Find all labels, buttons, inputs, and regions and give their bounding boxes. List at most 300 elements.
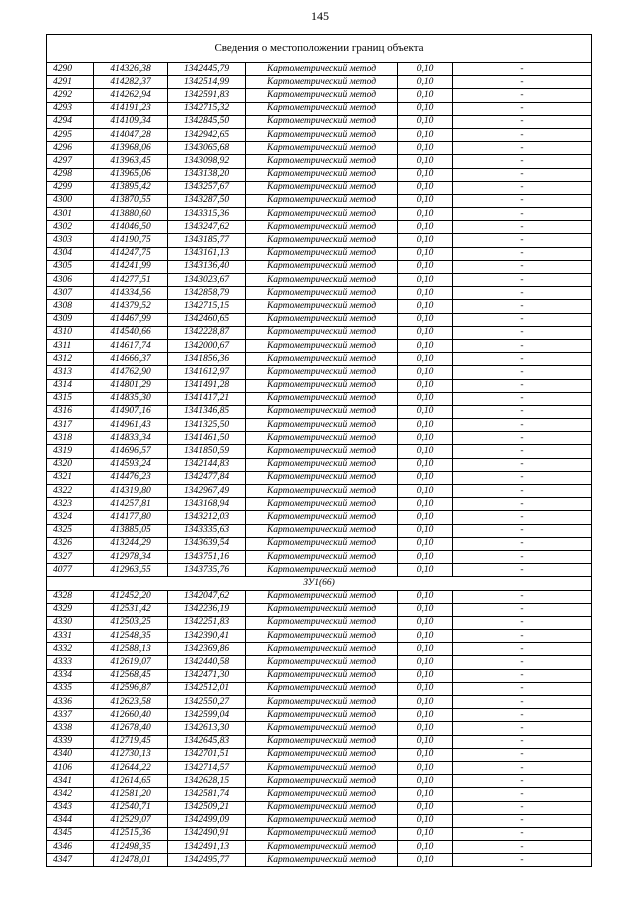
method-cell: Картометрический метод xyxy=(246,313,398,326)
description-cell: - xyxy=(453,142,592,155)
table-row xyxy=(47,485,592,498)
description-cell: - xyxy=(453,234,592,247)
coordinate-x: 414593,24 xyxy=(94,458,168,471)
coordinate-x: 412540,71 xyxy=(94,801,168,814)
point-number: 4325 xyxy=(47,524,94,537)
table-row xyxy=(47,194,592,207)
coordinate-y: 1342369,86 xyxy=(168,643,246,656)
description-cell: - xyxy=(453,511,592,524)
table-row xyxy=(47,445,592,458)
method-cell: Картометрический метод xyxy=(246,419,398,432)
table-row xyxy=(47,748,592,761)
method-cell: Картометрический метод xyxy=(246,208,398,221)
accuracy-cell: 0,10 xyxy=(398,682,453,695)
point-number: 4330 xyxy=(47,616,94,629)
method-cell: Картометрический метод xyxy=(246,458,398,471)
coordinate-y: 1341856,36 xyxy=(168,353,246,366)
coordinate-y: 1342599,04 xyxy=(168,709,246,722)
point-number: 4315 xyxy=(47,392,94,405)
description-cell: - xyxy=(453,827,592,840)
description-cell: - xyxy=(453,392,592,405)
coordinate-x: 413880,60 xyxy=(94,208,168,221)
accuracy-cell: 0,10 xyxy=(398,696,453,709)
point-number: 4304 xyxy=(47,247,94,260)
description-cell: - xyxy=(453,155,592,168)
accuracy-cell: 0,10 xyxy=(398,827,453,840)
coordinate-x: 412531,42 xyxy=(94,603,168,616)
accuracy-cell: 0,10 xyxy=(398,709,453,722)
method-cell: Картометрический метод xyxy=(246,761,398,774)
accuracy-cell: 0,10 xyxy=(398,339,453,352)
description-cell: - xyxy=(453,603,592,616)
method-cell: Картометрический метод xyxy=(246,260,398,273)
description-cell: - xyxy=(453,485,592,498)
table-row xyxy=(47,339,592,352)
description-cell: - xyxy=(453,326,592,339)
accuracy-cell: 0,10 xyxy=(398,788,453,801)
coordinate-y: 1342514,99 xyxy=(168,76,246,89)
method-cell: Картометрический метод xyxy=(246,405,398,418)
accuracy-cell: 0,10 xyxy=(398,392,453,405)
method-cell: Картометрический метод xyxy=(246,76,398,89)
accuracy-cell: 0,10 xyxy=(398,234,453,247)
table-row xyxy=(47,300,592,313)
table-row xyxy=(47,537,592,550)
coordinate-x: 413963,45 xyxy=(94,155,168,168)
coordinate-x: 414262,94 xyxy=(94,89,168,102)
coordinate-x: 412581,20 xyxy=(94,788,168,801)
coordinate-y: 1343287,50 xyxy=(168,194,246,207)
coordinate-x: 414540,66 xyxy=(94,326,168,339)
accuracy-cell: 0,10 xyxy=(398,735,453,748)
point-number: 4293 xyxy=(47,102,94,115)
description-cell: - xyxy=(453,788,592,801)
point-number: 4290 xyxy=(47,63,94,76)
accuracy-cell: 0,10 xyxy=(398,814,453,827)
coordinate-x: 412568,45 xyxy=(94,669,168,682)
accuracy-cell: 0,10 xyxy=(398,722,453,735)
method-cell: Картометрический метод xyxy=(246,155,398,168)
description-cell: - xyxy=(453,353,592,366)
description-cell: - xyxy=(453,405,592,418)
point-number: 4316 xyxy=(47,405,94,418)
coordinate-x: 412478,01 xyxy=(94,854,168,867)
table-row xyxy=(47,419,592,432)
coordinate-y: 1342236,19 xyxy=(168,603,246,616)
point-number: 4303 xyxy=(47,234,94,247)
method-cell: Картометрический метод xyxy=(246,115,398,128)
point-number: 4299 xyxy=(47,181,94,194)
method-cell: Картометрический метод xyxy=(246,603,398,616)
coordinate-y: 1342550,27 xyxy=(168,696,246,709)
method-cell: Картометрический метод xyxy=(246,326,398,339)
method-cell: Картометрический метод xyxy=(246,511,398,524)
accuracy-cell: 0,10 xyxy=(398,485,453,498)
coordinate-x: 414833,34 xyxy=(94,432,168,445)
table-body xyxy=(47,35,592,867)
coordinate-y: 1341461,50 xyxy=(168,432,246,445)
description-cell: - xyxy=(453,630,592,643)
coordinate-x: 412963,55 xyxy=(94,564,168,577)
point-number: 4326 xyxy=(47,537,94,550)
point-number: 4320 xyxy=(47,458,94,471)
accuracy-cell: 0,10 xyxy=(398,603,453,616)
table-row xyxy=(47,656,592,669)
method-cell: Картометрический метод xyxy=(246,194,398,207)
coordinate-y: 1342701,51 xyxy=(168,748,246,761)
coordinate-y: 1343138,20 xyxy=(168,168,246,181)
method-cell: Картометрический метод xyxy=(246,168,398,181)
coordinate-x: 414835,30 xyxy=(94,392,168,405)
accuracy-cell: 0,10 xyxy=(398,748,453,761)
description-cell: - xyxy=(453,76,592,89)
coordinate-x: 412730,13 xyxy=(94,748,168,761)
coordinate-y: 1342445,79 xyxy=(168,63,246,76)
coordinate-x: 414177,80 xyxy=(94,511,168,524)
method-cell: Картометрический метод xyxy=(246,590,398,603)
coordinate-x: 414379,52 xyxy=(94,300,168,313)
coordinate-x: 412719,45 xyxy=(94,735,168,748)
method-cell: Картометрический метод xyxy=(246,102,398,115)
coordinate-x: 414961,43 xyxy=(94,419,168,432)
coordinate-x: 412529,07 xyxy=(94,814,168,827)
coordinate-x: 414046,50 xyxy=(94,221,168,234)
accuracy-cell: 0,10 xyxy=(398,537,453,550)
point-number: 4335 xyxy=(47,682,94,695)
table-row xyxy=(47,366,592,379)
description-cell: - xyxy=(453,775,592,788)
description-cell: - xyxy=(453,102,592,115)
point-number: 4329 xyxy=(47,603,94,616)
point-number: 4338 xyxy=(47,722,94,735)
point-number: 4347 xyxy=(47,854,94,867)
point-number: 4334 xyxy=(47,669,94,682)
method-cell: Картометрический метод xyxy=(246,775,398,788)
coordinate-y: 1343247,62 xyxy=(168,221,246,234)
method-cell: Картометрический метод xyxy=(246,748,398,761)
accuracy-cell: 0,10 xyxy=(398,801,453,814)
method-cell: Картометрический метод xyxy=(246,841,398,854)
method-cell: Картометрический метод xyxy=(246,445,398,458)
section-header-row xyxy=(47,577,592,590)
table-row xyxy=(47,234,592,247)
method-cell: Картометрический метод xyxy=(246,366,398,379)
point-number: 4323 xyxy=(47,498,94,511)
coordinate-x: 414467,99 xyxy=(94,313,168,326)
method-cell: Картометрический метод xyxy=(246,392,398,405)
coordinate-y: 1342613,30 xyxy=(168,722,246,735)
table-row xyxy=(47,392,592,405)
coordinate-y: 1342714,57 xyxy=(168,761,246,774)
table-row xyxy=(47,221,592,234)
coordinate-y: 1342715,32 xyxy=(168,102,246,115)
coordinate-y: 1342581,74 xyxy=(168,788,246,801)
point-number: 4301 xyxy=(47,208,94,221)
method-cell: Картометрический метод xyxy=(246,709,398,722)
point-number: 4345 xyxy=(47,827,94,840)
accuracy-cell: 0,10 xyxy=(398,590,453,603)
table-row xyxy=(47,682,592,695)
table-row xyxy=(47,208,592,221)
description-cell: - xyxy=(453,682,592,695)
point-number: 4344 xyxy=(47,814,94,827)
coordinate-x: 413895,42 xyxy=(94,181,168,194)
table-row xyxy=(47,76,592,89)
description-cell: - xyxy=(453,748,592,761)
point-number: 4295 xyxy=(47,128,94,141)
coordinate-x: 414666,37 xyxy=(94,353,168,366)
point-number: 4318 xyxy=(47,432,94,445)
point-number: 4332 xyxy=(47,643,94,656)
coordinate-x: 412452,20 xyxy=(94,590,168,603)
coordinate-y: 1343065,68 xyxy=(168,142,246,155)
accuracy-cell: 0,10 xyxy=(398,260,453,273)
coordinate-x: 414762,90 xyxy=(94,366,168,379)
coordinate-y: 1343257,67 xyxy=(168,181,246,194)
point-number: 4309 xyxy=(47,313,94,326)
description-cell: - xyxy=(453,194,592,207)
description-cell: - xyxy=(453,854,592,867)
point-number: 4302 xyxy=(47,221,94,234)
table-row xyxy=(47,814,592,827)
coordinate-y: 1343136,40 xyxy=(168,260,246,273)
accuracy-cell: 0,10 xyxy=(398,300,453,313)
description-cell: - xyxy=(453,801,592,814)
table-row xyxy=(47,709,592,722)
description-cell: - xyxy=(453,814,592,827)
accuracy-cell: 0,10 xyxy=(398,550,453,563)
description-cell: - xyxy=(453,274,592,287)
accuracy-cell: 0,10 xyxy=(398,326,453,339)
method-cell: Картометрический метод xyxy=(246,353,398,366)
point-number: 4324 xyxy=(47,511,94,524)
method-cell: Картометрический метод xyxy=(246,735,398,748)
point-number: 4311 xyxy=(47,339,94,352)
coordinate-x: 412503,25 xyxy=(94,616,168,629)
description-cell: - xyxy=(453,841,592,854)
point-number: 4305 xyxy=(47,260,94,273)
table-row xyxy=(47,326,592,339)
point-number: 4317 xyxy=(47,419,94,432)
point-number: 4337 xyxy=(47,709,94,722)
point-number: 4322 xyxy=(47,485,94,498)
point-number: 4077 xyxy=(47,564,94,577)
table-row xyxy=(47,155,592,168)
point-number: 4341 xyxy=(47,775,94,788)
accuracy-cell: 0,10 xyxy=(398,419,453,432)
table-row xyxy=(47,775,592,788)
coordinate-y: 1342477,84 xyxy=(168,471,246,484)
accuracy-cell: 0,10 xyxy=(398,366,453,379)
table-row xyxy=(47,616,592,629)
description-cell: - xyxy=(453,550,592,563)
coordinate-y: 1342591,83 xyxy=(168,89,246,102)
table-row xyxy=(47,274,592,287)
description-cell: - xyxy=(453,643,592,656)
table-row xyxy=(47,643,592,656)
coordinate-y: 1343168,94 xyxy=(168,498,246,511)
point-number: 4296 xyxy=(47,142,94,155)
point-number: 4310 xyxy=(47,326,94,339)
method-cell: Картометрический метод xyxy=(246,339,398,352)
description-cell: - xyxy=(453,735,592,748)
table-row xyxy=(47,471,592,484)
coordinate-y: 1342967,49 xyxy=(168,485,246,498)
coordinate-x: 413968,06 xyxy=(94,142,168,155)
table-row xyxy=(47,63,592,76)
point-number: 4292 xyxy=(47,89,94,102)
point-number: 4321 xyxy=(47,471,94,484)
coordinate-y: 1342460,65 xyxy=(168,313,246,326)
coordinate-y: 1343098,92 xyxy=(168,155,246,168)
accuracy-cell: 0,10 xyxy=(398,115,453,128)
method-cell: Картометрический метод xyxy=(246,300,398,313)
method-cell: Картометрический метод xyxy=(246,550,398,563)
description-cell: - xyxy=(453,709,592,722)
point-number: 4313 xyxy=(47,366,94,379)
table-row xyxy=(47,89,592,102)
method-cell: Картометрический метод xyxy=(246,247,398,260)
table-row xyxy=(47,696,592,709)
coordinate-x: 412644,22 xyxy=(94,761,168,774)
method-cell: Картометрический метод xyxy=(246,643,398,656)
table-row xyxy=(47,761,592,774)
method-cell: Картометрический метод xyxy=(246,89,398,102)
coordinate-y: 1342228,87 xyxy=(168,326,246,339)
point-number: 4319 xyxy=(47,445,94,458)
coordinate-x: 414241,99 xyxy=(94,260,168,273)
method-cell: Картометрический метод xyxy=(246,630,398,643)
description-cell: - xyxy=(453,432,592,445)
method-cell: Картометрический метод xyxy=(246,616,398,629)
table-row xyxy=(47,405,592,418)
description-cell: - xyxy=(453,260,592,273)
method-cell: Картометрический метод xyxy=(246,682,398,695)
coordinate-x: 412596,87 xyxy=(94,682,168,695)
coordinate-x: 414696,57 xyxy=(94,445,168,458)
accuracy-cell: 0,10 xyxy=(398,405,453,418)
method-cell: Картометрический метод xyxy=(246,485,398,498)
accuracy-cell: 0,10 xyxy=(398,775,453,788)
coordinate-y: 1342858,79 xyxy=(168,287,246,300)
coordinate-x: 414476,23 xyxy=(94,471,168,484)
accuracy-cell: 0,10 xyxy=(398,656,453,669)
method-cell: Картометрический метод xyxy=(246,287,398,300)
coordinate-x: 414334,56 xyxy=(94,287,168,300)
coordinate-x: 412498,35 xyxy=(94,841,168,854)
method-cell: Картометрический метод xyxy=(246,181,398,194)
accuracy-cell: 0,10 xyxy=(398,854,453,867)
accuracy-cell: 0,10 xyxy=(398,471,453,484)
page-number: 145 xyxy=(311,9,329,23)
method-cell: Картометрический метод xyxy=(246,814,398,827)
accuracy-cell: 0,10 xyxy=(398,524,453,537)
point-number: 4336 xyxy=(47,696,94,709)
coordinate-x: 414047,28 xyxy=(94,128,168,141)
coordinate-x: 413965,06 xyxy=(94,168,168,181)
accuracy-cell: 0,10 xyxy=(398,208,453,221)
table-title-row xyxy=(47,35,592,63)
table-row xyxy=(47,353,592,366)
method-cell: Картометрический метод xyxy=(246,274,398,287)
coordinate-x: 414319,80 xyxy=(94,485,168,498)
coordinate-x: 414801,29 xyxy=(94,379,168,392)
method-cell: Картометрический метод xyxy=(246,537,398,550)
table-row xyxy=(47,287,592,300)
table-row xyxy=(47,669,592,682)
accuracy-cell: 0,10 xyxy=(398,432,453,445)
point-number: 4342 xyxy=(47,788,94,801)
coordinate-x: 412619,07 xyxy=(94,656,168,669)
table-row xyxy=(47,115,592,128)
accuracy-cell: 0,10 xyxy=(398,379,453,392)
coordinate-y: 1343315,36 xyxy=(168,208,246,221)
table-row xyxy=(47,630,592,643)
table-row xyxy=(47,432,592,445)
table-row xyxy=(47,590,592,603)
table-row xyxy=(47,735,592,748)
coordinate-x: 412588,13 xyxy=(94,643,168,656)
table-row xyxy=(47,142,592,155)
description-cell: - xyxy=(453,471,592,484)
coordinate-y: 1341491,28 xyxy=(168,379,246,392)
coordinate-y: 1341325,50 xyxy=(168,419,246,432)
point-number: 4300 xyxy=(47,194,94,207)
method-cell: Картометрический метод xyxy=(246,656,398,669)
method-cell: Картометрический метод xyxy=(246,722,398,735)
table-row xyxy=(47,827,592,840)
accuracy-cell: 0,10 xyxy=(398,630,453,643)
coordinate-y: 1342509,21 xyxy=(168,801,246,814)
accuracy-cell: 0,10 xyxy=(398,643,453,656)
table-row xyxy=(47,168,592,181)
accuracy-cell: 0,10 xyxy=(398,669,453,682)
accuracy-cell: 0,10 xyxy=(398,194,453,207)
point-number: 4327 xyxy=(47,550,94,563)
description-cell: - xyxy=(453,696,592,709)
point-number: 4339 xyxy=(47,735,94,748)
method-cell: Картометрический метод xyxy=(246,801,398,814)
coordinate-x: 412678,40 xyxy=(94,722,168,735)
method-cell: Картометрический метод xyxy=(246,63,398,76)
table-row xyxy=(47,181,592,194)
method-cell: Картометрический метод xyxy=(246,669,398,682)
coordinate-y: 1342390,41 xyxy=(168,630,246,643)
method-cell: Картометрический метод xyxy=(246,471,398,484)
coordinate-x: 413870,55 xyxy=(94,194,168,207)
description-cell: - xyxy=(453,247,592,260)
description-cell: - xyxy=(453,445,592,458)
table-row xyxy=(47,511,592,524)
point-number: 4343 xyxy=(47,801,94,814)
table-row xyxy=(47,564,592,577)
boundary-table-container xyxy=(46,34,591,867)
method-cell: Картометрический метод xyxy=(246,498,398,511)
table-row xyxy=(47,379,592,392)
coordinate-y: 1343639,54 xyxy=(168,537,246,550)
description-cell: - xyxy=(453,313,592,326)
coordinate-y: 1342251,83 xyxy=(168,616,246,629)
point-number: 4307 xyxy=(47,287,94,300)
table-row xyxy=(47,722,592,735)
description-cell: - xyxy=(453,722,592,735)
table-row xyxy=(47,247,592,260)
description-cell: - xyxy=(453,498,592,511)
description-cell: - xyxy=(453,458,592,471)
coordinate-y: 1342942,65 xyxy=(168,128,246,141)
description-cell: - xyxy=(453,379,592,392)
table-row xyxy=(47,603,592,616)
